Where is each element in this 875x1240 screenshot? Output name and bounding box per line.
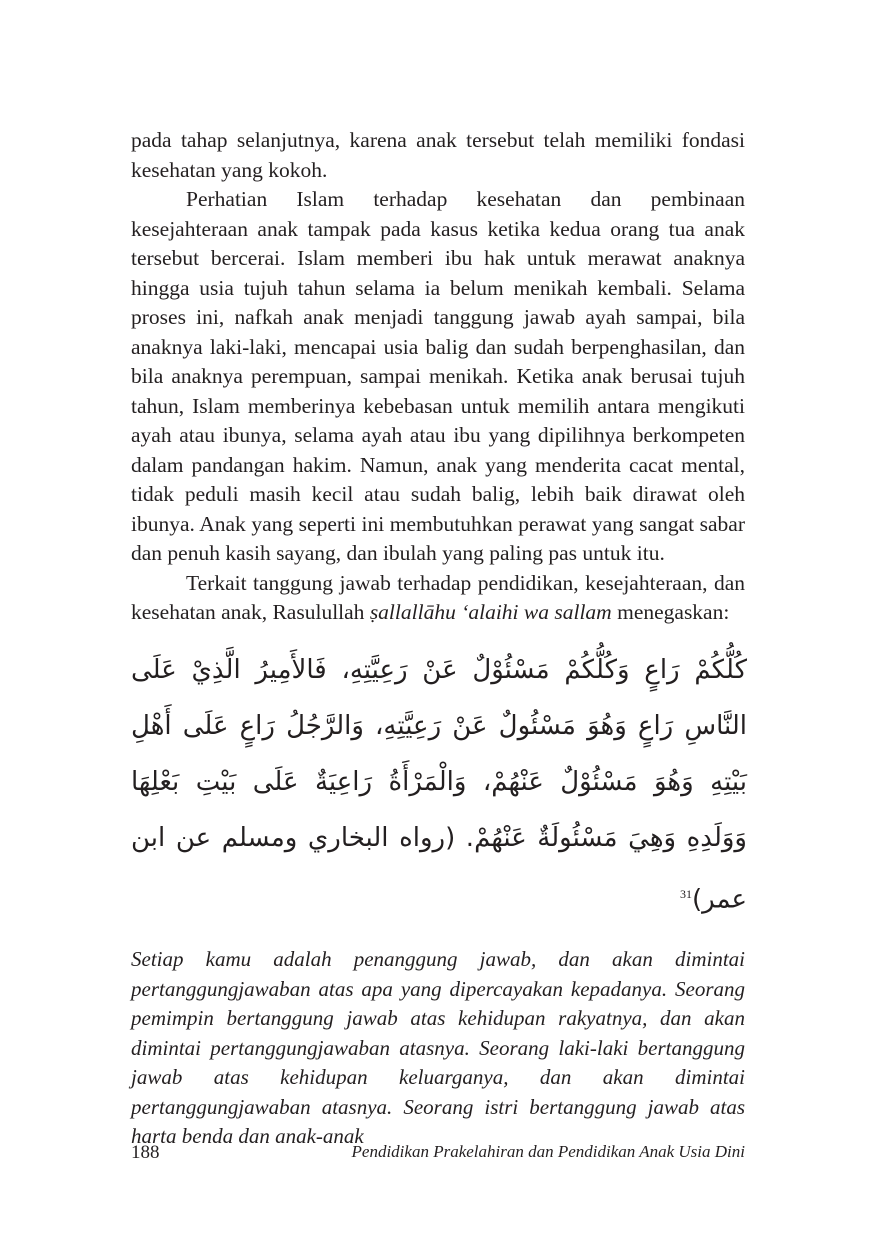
hadith-arabic — [131, 642, 747, 928]
footnote-reference: 31 — [679, 886, 692, 901]
paragraph-2: Perhatian Islam terhadap kesehatan dan pembinaan kesejahteraan anak tampak pada kasus ketika kedua orang tua anak tersebut bercerai. Islam memberi ibu hak untuk merawat anaknya hingga usia tujuh tahun selama ia belum menikah kembali. Selama proses ini, nafkah anak menjadi tanggung jawab ayah sampai, bila anaknya laki-laki, mencapai usia balig dan sudah berpenghasilan, dan bila anaknya perempuan, sampai menikah. Ketika anak berusai tujuh tahun, Islam memberinya kebebasan untuk memilih antara mengikuti ayah atau ibunya, selama ayah atau ibu yang dipilihnya berkompeten dalam pandangan hakim. Namun, anak yang menderita cacat mental, tidak peduli masih kecil atau sudah balig, lebih baik dirawat oleh ibunya. Anak yang seperti ini membutuhkan perawat yang sangat sabar dan penuh kasih sayang, dan ibulah yang paling pas untuk itu. — [131, 187, 745, 565]
paragraph-3-end: menegaskan: — [611, 600, 730, 624]
hadith-translation: Setiap kamu adalah penanggung jawab, dan akan dimintai pertanggungjawaban atas apa yang dipercayakan kepadanya. Seorang pemimpin bertanggung jawab atas kehidupan rakyatnya, dan akan dimintai pertanggungjawaban atasnya. Seorang laki-laki bertanggung jawab atas kehidupan keluarganya, dan akan dimintai pertanggungjawaban atasnya. Seorang istri bertanggung jawab atas harta benda dan anak-anak — [131, 947, 745, 1149]
running-title: Pendidikan Prakelahiran dan Pendidikan Anak Usia Dini — [351, 1142, 745, 1161]
honorific-italic: ṣallallāhu ‘alaihi wa sallam — [369, 600, 612, 624]
paragraph-3 — [131, 569, 745, 628]
paragraph-3-start: Terkait tanggung jawab terhadap pendidikan, kesejahteraan, dan kesehatan anak, Rasulullah — [131, 570, 745, 624]
hadith-text: كُلُّكُمْ رَاعٍ وَكُلُّكُمْ مَسْئُوْلٌ عَنْ رَعِيَّتِهِ، فَالأَمِيرُ الَّذِيْ عَلَى النَّاسِ رَاعٍ وَهُوَ مَسْئُولٌ عَنْ رَعِيَّتِهِ، وَالرَّجُلُ رَاعٍ عَلَى أَهْلِ بَيْتِهِ وَهُوَ مَسْئُوْلٌ عَنْهُمْ، وَالْمَرْأَةُ رَاعِيَةٌ عَلَى بَيْتِ بَعْلِهَا وَوَلَدِهِ وَهِيَ مَسْئُولَةٌ عَنْهُمْ. (رواه البخاري ومسلم عن ابن عمر) — [131, 654, 747, 915]
page-body — [131, 126, 745, 1152]
paragraph-1: pada tahap selanjutnya, karena anak tersebut telah memiliki fondasi kesehatan yang kokoh. — [131, 128, 745, 182]
page-number: 188 — [131, 1142, 160, 1163]
